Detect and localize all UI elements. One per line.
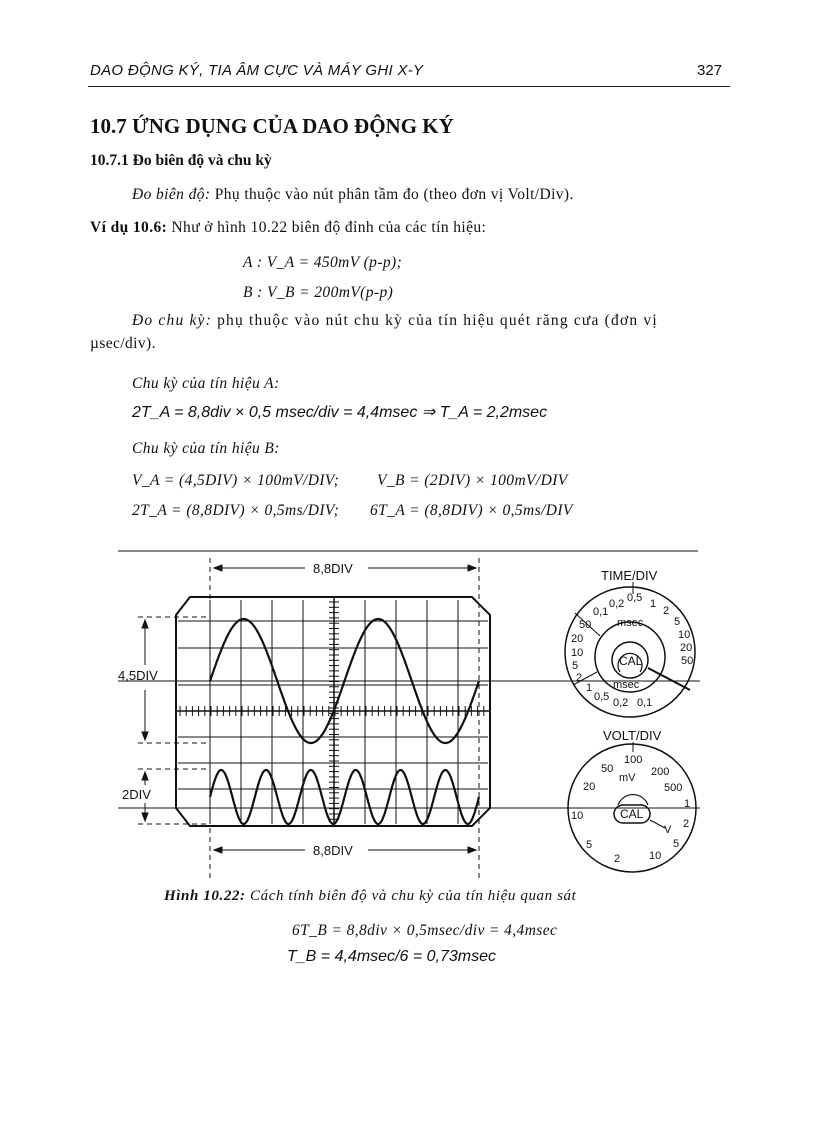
- time-mark: 1: [650, 598, 657, 610]
- volt-mark: 5: [586, 839, 593, 851]
- equation-b: B : V_B = 200mV(p-p): [243, 284, 394, 301]
- time-mark: 50: [681, 655, 694, 667]
- volt-mark: 2: [614, 853, 621, 865]
- time-mark: 1: [586, 682, 593, 694]
- volt-mark: 200: [651, 766, 670, 778]
- formula-vb: V_B = (2DIV) × 100mV/DIV: [377, 472, 568, 489]
- time-mark: 0,2: [609, 598, 625, 610]
- volt-mark: 2: [683, 818, 690, 830]
- volt-mark: 50: [601, 763, 614, 775]
- period-text: phụ thuộc vào nút chu kỳ của tín hiệu quét răng cưa (đơn vị: [217, 312, 658, 329]
- reference-lines: [138, 558, 479, 880]
- formula-va: V_A = (4,5DIV) × 100mV/DIV;: [132, 472, 340, 489]
- volt-mark: 20: [583, 781, 596, 793]
- formula-tb: 6T_A = (8,8DIV) × 0,5ms/DIV: [370, 502, 573, 519]
- subsection-title: 10.7.1 Đo biên độ và chu kỳ: [90, 152, 272, 169]
- time-mark: 20: [571, 633, 584, 645]
- period-label: Đo chu kỳ:: [132, 312, 212, 329]
- volt-mark: 500: [664, 782, 683, 794]
- running-header: DAO ĐỘNG KÝ, TIA ÂM CỰC VÀ MÁY GHI X-Y: [90, 62, 424, 79]
- result-tb-6: 6T_B = 8,8div × 0,5msec/div = 4,4msec: [292, 922, 558, 939]
- figure-caption: [164, 888, 576, 905]
- volt-div-title: VOLT/DIV: [603, 728, 662, 743]
- volt-cal-label[interactable]: CAL: [620, 807, 644, 821]
- period-a-formula: 2T_A = 8,8div × 0,5 msec/div = 4,4msec ⇒ T_A = 2,2msec: [132, 404, 548, 421]
- amplitude-text: Phụ thuộc vào nút phân tầm đo (theo đơn vị Volt/Div).: [214, 186, 574, 203]
- period-b-label: Chu kỳ của tín hiệu B:: [132, 440, 280, 457]
- amplitude-label: Đo biên độ:: [132, 186, 211, 203]
- time-mark: 0,5: [627, 592, 643, 604]
- volt-mark: 5: [673, 838, 680, 850]
- time-mark: 5: [674, 616, 681, 628]
- time-mark: 0,2: [613, 697, 629, 709]
- volt-mark: 100: [624, 754, 643, 766]
- time-mark: 0,1: [593, 606, 609, 618]
- volt-unit-mv: mV: [619, 772, 636, 784]
- time-mark: 10: [678, 629, 691, 641]
- time-mark: 10: [571, 647, 584, 659]
- caption-label: Hình 10.22:: [164, 888, 246, 904]
- section-title: 10.7 ỨNG DỤNG CỦA DAO ĐỘNG KÝ: [90, 114, 454, 138]
- equation-a: A : V_A = 450mV (p-p);: [243, 254, 403, 271]
- time-mark: 5: [572, 660, 579, 672]
- time-mark: 0,1: [637, 697, 653, 709]
- div-label-bottom: 8,8DIV: [313, 843, 353, 858]
- time-mark: 0,5: [594, 691, 610, 703]
- div-label-top: 8,8DIV: [313, 561, 353, 576]
- volt-mark: 1: [684, 798, 691, 810]
- label-4-5div: 4,5DIV: [118, 668, 158, 683]
- period-a-label: Chu kỳ của tín hiệu A:: [132, 375, 280, 392]
- page-number: 327: [697, 62, 723, 79]
- volt-mark: 10: [571, 810, 584, 822]
- time-mark: 50: [579, 619, 592, 631]
- time-cal-label[interactable]: CAL: [619, 654, 643, 668]
- time-unit-bottom: msec: [613, 679, 640, 691]
- time-unit-top: msec: [617, 617, 644, 629]
- formula-ta: 2T_A = (8,8DIV) × 0,5ms/DIV;: [132, 502, 340, 519]
- volt-mark: 10: [649, 850, 662, 862]
- time-div-title: TIME/DIV: [601, 568, 658, 583]
- time-mark: 2: [576, 672, 583, 684]
- volt-unit-v: V: [664, 824, 672, 836]
- result-tb: T_B = 4,4msec/6 = 0,73msec: [287, 948, 496, 965]
- signal-b-waveform: [210, 770, 479, 824]
- period-line2: µsec/div).: [90, 335, 156, 352]
- example-label: Ví dụ 10.6:: [90, 219, 168, 236]
- caption-text: Cách tính biên độ và chu kỳ của tín hiệu quan sát: [249, 888, 577, 904]
- time-mark: 2: [663, 605, 670, 617]
- label-2div: 2DIV: [122, 787, 151, 802]
- time-mark: 20: [680, 642, 693, 654]
- example-text: Như ở hình 10.22 biên độ đỉnh của các tín hiệu:: [171, 219, 487, 236]
